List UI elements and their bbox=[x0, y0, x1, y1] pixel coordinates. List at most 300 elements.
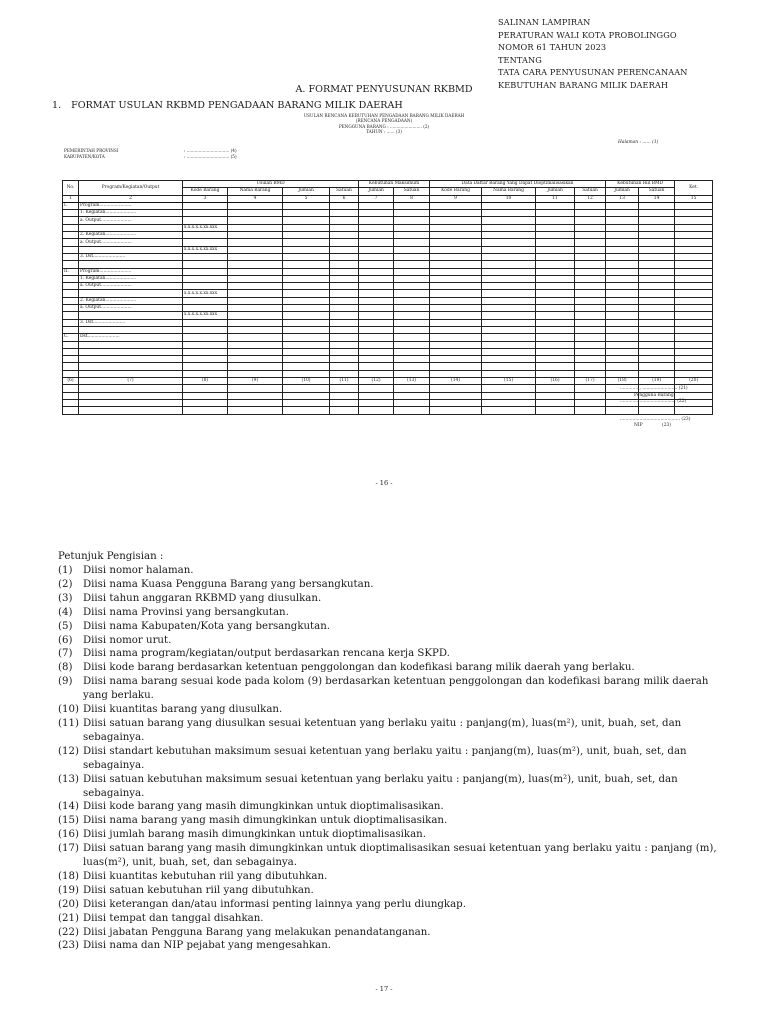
cell-program bbox=[79, 356, 183, 363]
table-cell bbox=[394, 290, 430, 297]
table-cell bbox=[283, 356, 330, 363]
petunjuk-item-text: Diisi satuan barang yang masih dimungkinkan untuk dioptimalisasikan sesuai ketentuan yang berlaku yaitu : panjang (m), luas(m²), unit, buah, set, dan sebagainya. bbox=[83, 843, 717, 869]
cell-no bbox=[63, 261, 79, 268]
table-cell bbox=[359, 246, 394, 253]
petunjuk-item-number: (19) bbox=[58, 884, 79, 896]
table-row bbox=[63, 217, 713, 224]
table-cell bbox=[330, 334, 359, 341]
cell-kode-barang bbox=[183, 297, 228, 304]
table-cell bbox=[430, 268, 482, 275]
petunjuk-item-number: (16) bbox=[58, 829, 79, 841]
table-cell bbox=[606, 239, 639, 246]
table-cell bbox=[394, 363, 430, 370]
table-cell bbox=[606, 407, 639, 414]
table-cell bbox=[639, 224, 675, 231]
table-cell bbox=[359, 239, 394, 246]
reference-number: (11) bbox=[330, 378, 359, 385]
table-cell bbox=[575, 202, 606, 209]
table-cell bbox=[330, 341, 359, 348]
table-cell bbox=[330, 246, 359, 253]
section-1-number: 1. bbox=[52, 100, 62, 111]
table-cell bbox=[330, 297, 359, 304]
table-cell bbox=[394, 341, 430, 348]
table-cell bbox=[228, 290, 283, 297]
table-cell bbox=[430, 341, 482, 348]
table-cell bbox=[675, 202, 713, 209]
table-cell bbox=[639, 370, 675, 377]
table-cell bbox=[675, 305, 713, 312]
table-cell bbox=[639, 275, 675, 282]
table-cell bbox=[283, 297, 330, 304]
table-cell bbox=[394, 297, 430, 304]
cell-program: 2. Kegiatan...................... bbox=[79, 232, 183, 239]
table-cell bbox=[575, 297, 606, 304]
signature-place-date: .............., ......................... (21) bbox=[620, 386, 688, 391]
table-cell bbox=[675, 326, 713, 333]
table-row bbox=[63, 239, 713, 246]
petunjuk-item-number: (18) bbox=[58, 870, 79, 882]
table-cell bbox=[675, 290, 713, 297]
table-cell bbox=[430, 224, 482, 231]
table-row bbox=[63, 297, 713, 304]
table-cell bbox=[675, 363, 713, 370]
table-cell bbox=[394, 232, 430, 239]
form-title-line: (RENCANA PENGADAAN) bbox=[355, 118, 413, 124]
table-cell bbox=[330, 202, 359, 209]
table-cell bbox=[575, 319, 606, 326]
reference-number: (7) bbox=[79, 378, 183, 385]
cell-program bbox=[79, 370, 183, 377]
table-cell bbox=[228, 217, 283, 224]
table-row bbox=[63, 202, 713, 209]
petunjuk-item-number: (9) bbox=[58, 676, 73, 688]
table-cell bbox=[228, 261, 283, 268]
table-cell bbox=[430, 275, 482, 282]
table-cell bbox=[675, 407, 713, 414]
table-row bbox=[63, 246, 713, 253]
cell-no bbox=[63, 363, 79, 370]
table-cell bbox=[183, 385, 228, 392]
table-cell bbox=[575, 239, 606, 246]
petunjuk-item bbox=[58, 661, 718, 675]
form-title-line: TAHUN : ...... (3) bbox=[366, 129, 402, 135]
table-cell bbox=[330, 253, 359, 260]
petunjuk-item bbox=[58, 926, 718, 940]
table-cell bbox=[228, 348, 283, 355]
table-cell bbox=[482, 202, 536, 209]
table-cell bbox=[536, 348, 575, 355]
table-cell bbox=[228, 407, 283, 414]
table-cell bbox=[482, 305, 536, 312]
table-cell bbox=[575, 283, 606, 290]
table-row bbox=[63, 399, 713, 406]
petunjuk-title: Petunjuk Pengisian : bbox=[58, 551, 164, 562]
table-cell bbox=[575, 341, 606, 348]
reference-number: (18) bbox=[606, 378, 639, 385]
table-cell bbox=[430, 261, 482, 268]
table-cell bbox=[536, 341, 575, 348]
table-cell bbox=[359, 290, 394, 297]
table-cell bbox=[228, 356, 283, 363]
table-cell bbox=[482, 363, 536, 370]
table-cell bbox=[575, 312, 606, 319]
cell-kode-barang bbox=[183, 326, 228, 333]
table-cell bbox=[430, 253, 482, 260]
table-cell bbox=[283, 370, 330, 377]
table-cell bbox=[63, 392, 79, 399]
table-cell bbox=[228, 232, 283, 239]
table-cell bbox=[482, 283, 536, 290]
section-1-text: FORMAT USULAN RKBMD PENGADAAN BARANG MILIK DAERAH bbox=[71, 100, 403, 111]
header-ket: Ket. bbox=[675, 181, 713, 196]
table-cell bbox=[79, 392, 183, 399]
table-cell bbox=[639, 312, 675, 319]
region-label: PEMERINTAH PROVINSI bbox=[64, 148, 119, 153]
table-cell bbox=[283, 399, 330, 406]
table-cell bbox=[330, 319, 359, 326]
table-cell bbox=[675, 275, 713, 282]
table-cell bbox=[330, 392, 359, 399]
table-cell bbox=[639, 210, 675, 217]
table-cell bbox=[639, 334, 675, 341]
header-jumlah: Jumlah bbox=[359, 188, 394, 195]
document-header bbox=[498, 16, 688, 92]
header-nama-barang: Nama Barang bbox=[482, 188, 536, 195]
table-cell bbox=[283, 326, 330, 333]
table-cell bbox=[228, 334, 283, 341]
table-cell bbox=[606, 217, 639, 224]
table-cell bbox=[63, 407, 79, 414]
petunjuk-item-text: Diisi nama Provinsi yang bersangkutan. bbox=[83, 606, 289, 618]
table-cell bbox=[430, 290, 482, 297]
table-cell bbox=[536, 275, 575, 282]
table-cell bbox=[430, 319, 482, 326]
table-cell bbox=[675, 297, 713, 304]
table-cell bbox=[575, 217, 606, 224]
table-cell bbox=[536, 399, 575, 406]
table-row bbox=[63, 275, 713, 282]
petunjuk-item bbox=[58, 828, 718, 842]
table-row bbox=[63, 392, 713, 399]
form-title-line: PENGGUNA BARANG : ........................ (2) bbox=[338, 123, 430, 129]
table-cell bbox=[394, 253, 430, 260]
petunjuk-item bbox=[58, 564, 718, 578]
table-cell bbox=[430, 297, 482, 304]
table-cell bbox=[228, 305, 283, 312]
petunjuk-item-number: (23) bbox=[58, 940, 79, 952]
table-cell bbox=[359, 356, 394, 363]
signature-role-blank: ........................................ (22) bbox=[620, 399, 687, 404]
table-cell bbox=[394, 370, 430, 377]
table-cell bbox=[283, 202, 330, 209]
signature-name: ........................................... (23) bbox=[620, 417, 691, 422]
table-cell bbox=[482, 217, 536, 224]
petunjuk-item bbox=[58, 773, 718, 801]
table-cell bbox=[536, 312, 575, 319]
table-cell bbox=[283, 319, 330, 326]
table-cell bbox=[675, 334, 713, 341]
table-cell bbox=[394, 312, 430, 319]
table-cell bbox=[430, 232, 482, 239]
cell-program bbox=[79, 341, 183, 348]
table-row bbox=[63, 356, 713, 363]
petunjuk-item-text: Diisi nama Kuasa Pengguna Barang yang bersangkutan. bbox=[83, 578, 374, 590]
table-cell bbox=[482, 392, 536, 399]
table-cell bbox=[675, 348, 713, 355]
table-cell bbox=[575, 399, 606, 406]
cell-no bbox=[63, 246, 79, 253]
table-cell bbox=[394, 202, 430, 209]
petunjuk-item-number: (17) bbox=[58, 843, 79, 855]
petunjuk-item-number: (12) bbox=[58, 745, 79, 757]
table-cell bbox=[430, 356, 482, 363]
table-cell bbox=[639, 261, 675, 268]
table-cell bbox=[482, 385, 536, 392]
table-cell bbox=[482, 268, 536, 275]
cell-program bbox=[79, 246, 183, 253]
table-cell bbox=[675, 224, 713, 231]
table-cell bbox=[430, 312, 482, 319]
cell-no bbox=[63, 224, 79, 231]
table-cell bbox=[359, 334, 394, 341]
cell-kode-barang bbox=[183, 268, 228, 275]
petunjuk-item bbox=[58, 842, 718, 870]
table-cell bbox=[330, 363, 359, 370]
table-body bbox=[63, 202, 713, 414]
cell-kode-barang bbox=[183, 202, 228, 209]
table-cell bbox=[283, 261, 330, 268]
petunjuk-item-text: Diisi tahun anggaran RKBMD yang diusulkan. bbox=[83, 592, 322, 604]
table-cell bbox=[675, 268, 713, 275]
table-row bbox=[63, 348, 713, 355]
table-cell bbox=[330, 370, 359, 377]
header-jumlah: Jumlah bbox=[283, 188, 330, 195]
header-no: No. bbox=[63, 181, 79, 196]
table-cell bbox=[675, 232, 713, 239]
table-cell bbox=[606, 326, 639, 333]
table-cell bbox=[575, 392, 606, 399]
table-cell bbox=[359, 399, 394, 406]
table-cell bbox=[536, 290, 575, 297]
cell-program bbox=[79, 290, 183, 297]
table-cell bbox=[482, 312, 536, 319]
table-cell bbox=[330, 239, 359, 246]
petunjuk-item-text: Diisi kode barang yang masih dimungkinkan untuk dioptimalisasikan. bbox=[83, 801, 444, 813]
cell-no bbox=[63, 341, 79, 348]
table-cell bbox=[394, 305, 430, 312]
table-cell bbox=[430, 407, 482, 414]
cell-no bbox=[63, 275, 79, 282]
table-cell bbox=[536, 224, 575, 231]
table-cell bbox=[675, 217, 713, 224]
table-cell bbox=[536, 232, 575, 239]
petunjuk-item bbox=[58, 870, 718, 884]
table-cell bbox=[330, 261, 359, 268]
table-cell bbox=[536, 246, 575, 253]
table-cell bbox=[283, 253, 330, 260]
table-cell bbox=[639, 348, 675, 355]
table-cell bbox=[575, 348, 606, 355]
cell-program: Program....................... bbox=[79, 202, 183, 209]
table-cell bbox=[606, 341, 639, 348]
table-cell bbox=[482, 297, 536, 304]
section-1-title bbox=[52, 100, 403, 111]
cell-no bbox=[63, 348, 79, 355]
table-cell bbox=[430, 326, 482, 333]
table-cell bbox=[536, 253, 575, 260]
table-cell bbox=[536, 356, 575, 363]
petunjuk-item-number: (6) bbox=[58, 634, 73, 646]
table-cell bbox=[228, 399, 283, 406]
petunjuk-item-number: (8) bbox=[58, 662, 73, 674]
reference-number: (20) bbox=[675, 378, 713, 385]
table-cell bbox=[430, 399, 482, 406]
table-cell bbox=[430, 210, 482, 217]
page-number: - 16 - bbox=[375, 479, 393, 487]
petunjuk-item-number: (7) bbox=[58, 648, 73, 660]
table-row bbox=[63, 363, 713, 370]
header-jumlah: Jumlah bbox=[536, 188, 575, 195]
table-cell bbox=[283, 283, 330, 290]
table-cell bbox=[330, 268, 359, 275]
column-number: 9 bbox=[430, 195, 482, 202]
region-value: : ................................ (4) bbox=[184, 148, 237, 153]
cell-program: a. Output...................... bbox=[79, 239, 183, 246]
table-cell bbox=[482, 370, 536, 377]
cell-kode-barang bbox=[183, 283, 228, 290]
petunjuk-item-text: Diisi satuan kebutuhan riil yang dibutuhkan. bbox=[83, 884, 314, 896]
form-title bbox=[0, 113, 768, 135]
table-cell bbox=[575, 246, 606, 253]
table-cell bbox=[359, 253, 394, 260]
table-cell bbox=[228, 268, 283, 275]
table-cell bbox=[283, 217, 330, 224]
petunjuk-item-text: Diisi jumlah barang masih dimungkinkan untuk dioptimalisasikan. bbox=[83, 829, 426, 841]
table-cell bbox=[359, 305, 394, 312]
table-cell bbox=[606, 246, 639, 253]
table-cell bbox=[536, 392, 575, 399]
table-row bbox=[63, 261, 713, 268]
cell-no bbox=[63, 217, 79, 224]
table-cell bbox=[482, 407, 536, 414]
cell-kode-barang bbox=[183, 370, 228, 377]
cell-no bbox=[63, 232, 79, 239]
table-cell bbox=[482, 275, 536, 282]
cell-no bbox=[63, 297, 79, 304]
table-cell bbox=[228, 392, 283, 399]
table-cell bbox=[330, 312, 359, 319]
table-cell bbox=[394, 348, 430, 355]
table-cell bbox=[482, 326, 536, 333]
table-cell bbox=[394, 224, 430, 231]
table-cell bbox=[536, 283, 575, 290]
table-cell bbox=[283, 246, 330, 253]
column-number: 3 bbox=[183, 195, 228, 202]
rkbmd-table bbox=[62, 180, 713, 415]
cell-kode-barang: x.x.x.x.x.xx.xxx bbox=[183, 312, 228, 319]
header-satuan: Satuan bbox=[394, 188, 430, 195]
table-cell bbox=[359, 261, 394, 268]
table-cell bbox=[283, 239, 330, 246]
cell-no bbox=[63, 312, 79, 319]
table-cell bbox=[79, 407, 183, 414]
table-cell bbox=[394, 275, 430, 282]
petunjuk-item bbox=[58, 675, 718, 703]
table-cell bbox=[228, 224, 283, 231]
page-number: - 17 - bbox=[375, 985, 393, 993]
table-cell bbox=[639, 283, 675, 290]
table-cell bbox=[536, 210, 575, 217]
petunjuk-item-text: Diisi nomor urut. bbox=[83, 634, 172, 646]
table-cell bbox=[606, 253, 639, 260]
reference-number: (9) bbox=[228, 378, 283, 385]
table-cell bbox=[606, 334, 639, 341]
table-row bbox=[63, 210, 713, 217]
table-cell bbox=[79, 399, 183, 406]
petunjuk-item-text: Diisi nama dan NIP pejabat yang mengesahkan. bbox=[83, 940, 332, 952]
petunjuk-item-text: Diisi nama barang yang masih dimungkinkan untuk dioptimalisasikan. bbox=[83, 815, 448, 827]
cell-kode-barang: x.x.x.x.x.xx.xxx bbox=[183, 246, 228, 253]
table-cell bbox=[330, 275, 359, 282]
petunjuk-item bbox=[58, 717, 718, 745]
header-satuan: Satuan bbox=[330, 188, 359, 195]
table-cell bbox=[394, 356, 430, 363]
table-cell bbox=[228, 319, 283, 326]
table-cell bbox=[359, 385, 394, 392]
table-cell bbox=[228, 385, 283, 392]
reference-number: (10) bbox=[283, 378, 330, 385]
table-cell bbox=[639, 341, 675, 348]
petunjuk-item-text: Diisi nama barang sesuai kode pada kolom (9) berdasarkan ketentuan penggolongan dan kodefikasi barang milik daerah yang berlaku. bbox=[83, 676, 709, 702]
header-kebutuhan-riil: Kebutuhan Riil BMD bbox=[606, 181, 675, 188]
header-jumlah: Jumlah bbox=[606, 188, 639, 195]
header-kebutuhan-maksimum: Kebutuhan Maksimum bbox=[359, 181, 430, 188]
table-cell bbox=[482, 224, 536, 231]
table-cell bbox=[482, 239, 536, 246]
table-cell bbox=[283, 348, 330, 355]
table-cell bbox=[228, 202, 283, 209]
table-cell bbox=[359, 268, 394, 275]
petunjuk-item-text: Diisi kuantitas kebutuhan riil yang dibutuhkan. bbox=[83, 870, 328, 882]
table-cell bbox=[482, 246, 536, 253]
cell-program: Dst....................... bbox=[79, 334, 183, 341]
table-cell bbox=[394, 261, 430, 268]
cell-program: 3. Dst....................... bbox=[79, 253, 183, 260]
header-satuan: Satuan bbox=[575, 188, 606, 195]
table-row bbox=[63, 341, 713, 348]
cell-program: a. Output...................... bbox=[79, 217, 183, 224]
header-line: SALINAN LAMPIRAN bbox=[498, 17, 591, 27]
table-cell bbox=[482, 232, 536, 239]
table-row bbox=[63, 253, 713, 260]
table-cell bbox=[606, 297, 639, 304]
header-line: TENTANG bbox=[498, 54, 542, 65]
table-cell bbox=[394, 385, 430, 392]
table-cell bbox=[228, 246, 283, 253]
table-cell bbox=[283, 224, 330, 231]
table-cell bbox=[394, 210, 430, 217]
petunjuk-item-text: Diisi jabatan Pengguna Barang yang melakukan penandatanganan. bbox=[83, 926, 431, 938]
table-cell bbox=[283, 363, 330, 370]
table-cell bbox=[359, 370, 394, 377]
table-cell bbox=[536, 370, 575, 377]
petunjuk-item bbox=[58, 939, 718, 953]
table-cell bbox=[639, 305, 675, 312]
table-cell bbox=[575, 275, 606, 282]
petunjuk-item-text: Diisi kode barang berdasarkan ketentuan penggolongan dan kodefikasi barang milik daerah yang berlaku. bbox=[83, 662, 635, 674]
table-cell bbox=[606, 210, 639, 217]
table-cell bbox=[430, 392, 482, 399]
